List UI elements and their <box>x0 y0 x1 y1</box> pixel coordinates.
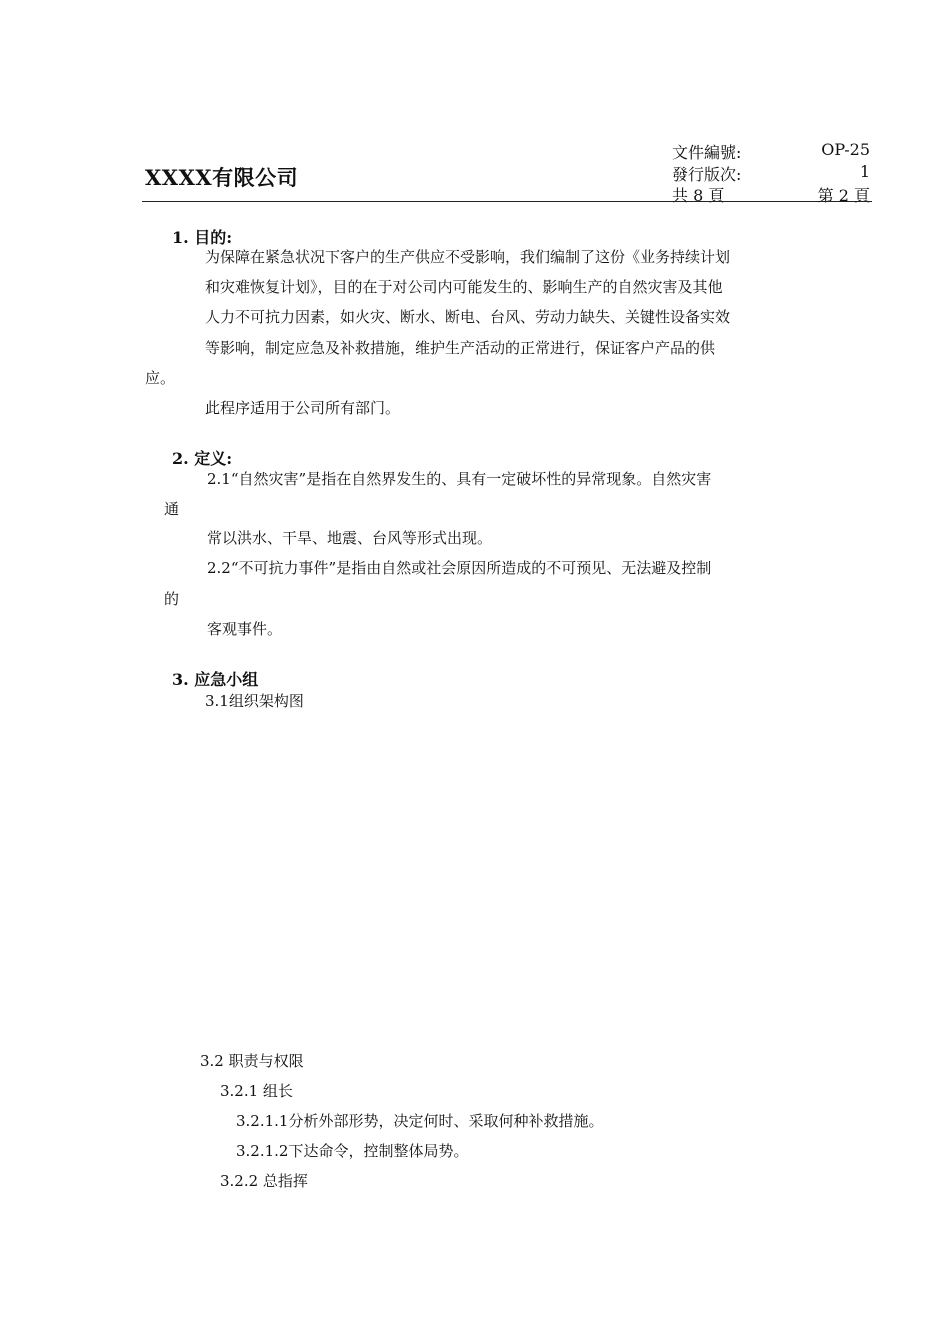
org-chart-subheading: 3.1组织架构图 <box>205 692 304 710</box>
version-value: 1 <box>859 162 870 181</box>
section-2-line: 客观事件。 <box>207 620 283 638</box>
section-2-line: 2.1“自然灾害”是指在自然界发生的、具有一定破坏性的异常现象。自然灾害 <box>207 470 712 488</box>
section-3-line: 3.2.1.2下达命令，控制整体局势。 <box>236 1142 469 1160</box>
total-pages: 共 8 頁 <box>672 186 725 205</box>
section-2-line: 常以洪水、干旱、地震、台风等形式出现。 <box>207 529 493 547</box>
company-name: XXXX有限公司 <box>145 165 299 190</box>
section-1-line: 人力不可抗力因素，如火灾、断水、断电、台风、劳动力缺失、关键性设备实效 <box>205 308 731 326</box>
version-label: 發行版次: <box>672 165 742 184</box>
section-3-heading: 3. 应急小组 <box>172 670 259 689</box>
section-1-line: 等影响，制定应急及补救措施，维护生产活动的正常进行，保证客户产品的供 <box>205 339 716 357</box>
doc-number-label: 文件編號: <box>672 143 742 162</box>
section-3-line: 3.2.1 组长 <box>220 1082 293 1100</box>
section-1-line: 为保障在紧急状况下客户的生产供应不受影响，我们编制了这份《业务持续计划 <box>205 248 731 266</box>
section-3-line: 3.2.2 总指挥 <box>220 1172 308 1190</box>
section-1-scope: 此程序适用于公司所有部门。 <box>205 399 401 417</box>
doc-number-value: OP-25 <box>821 140 870 159</box>
page-number: 第 2 頁 <box>817 186 870 205</box>
section-1-line: 应。 <box>145 369 176 387</box>
section-3-line: 3.2 职责与权限 <box>200 1052 304 1070</box>
header-rule <box>142 201 872 202</box>
section-2-heading: 2. 定义: <box>172 449 233 468</box>
section-2-line: 2.2“不可抗力事件”是指由自然或社会原因所造成的不可预见、无法避及控制 <box>207 559 712 577</box>
section-2-line: 的 <box>164 590 180 608</box>
section-1-heading: 1. 目的: <box>172 228 233 247</box>
section-2-line: 通 <box>164 500 180 518</box>
section-3-line: 3.2.1.1分析外部形势，决定何时、采取何种补救措施。 <box>236 1112 604 1130</box>
section-1-line: 和灾难恢复计划》，目的在于对公司内可能发生的、影响生产的自然灾害及其他 <box>205 278 723 296</box>
